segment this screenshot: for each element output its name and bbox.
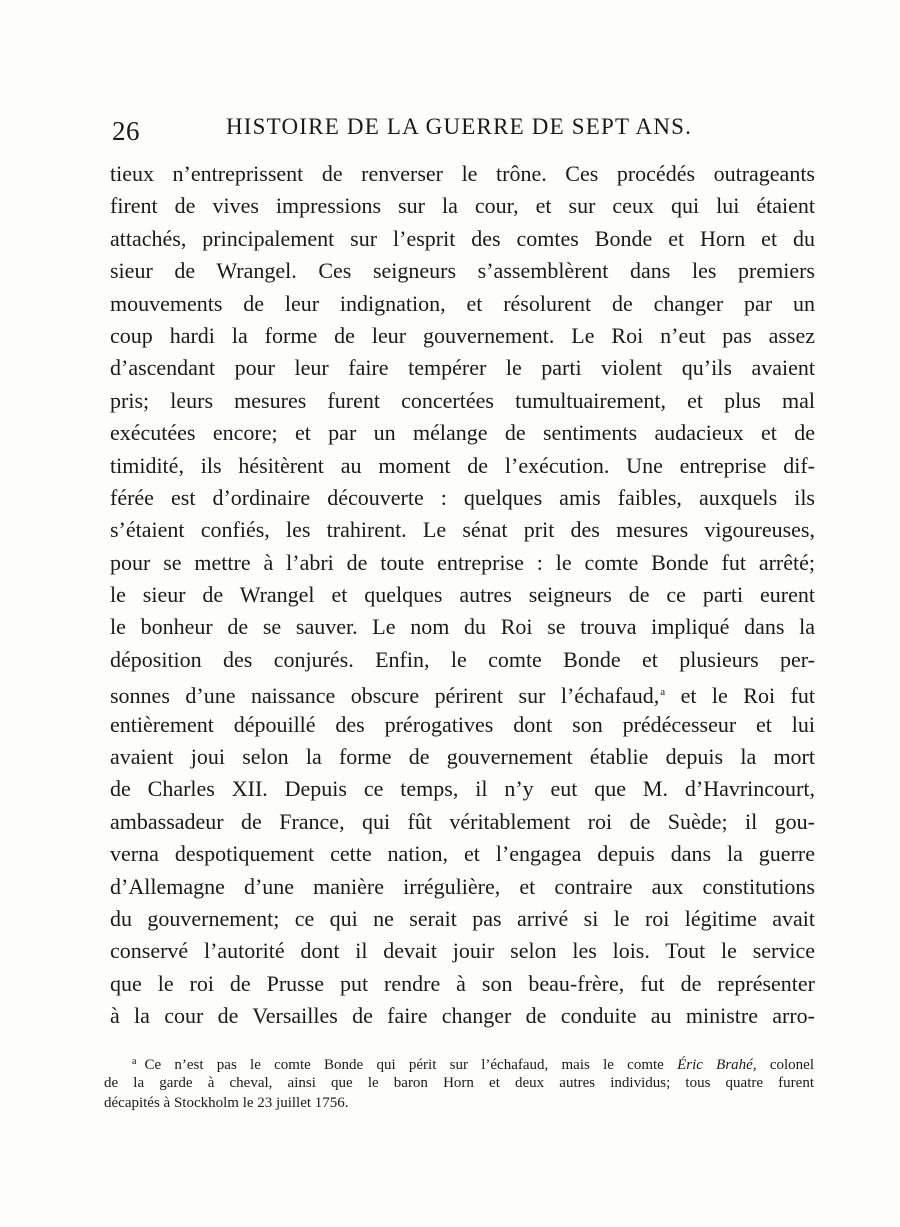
text-line: le sieur de Wrangel et quelques autres seigneurs de ce parti eurent: [110, 582, 815, 608]
text-line: d’Allemagne d’une manière irrégulière, et contraire aux constitutions: [110, 873, 815, 899]
text-segment: et le Roi fut: [665, 683, 815, 709]
text-line-with-footnote-ref: [110, 676, 815, 708]
text-line: d’ascendant pour leur faire tempérer le parti violent qu’ils avaient: [110, 355, 815, 381]
text-line: s’étaient confiés, les trahirent. Le sénat prit des mesures vigoureuses,: [110, 517, 815, 543]
text-line: avaient joui selon la forme de gouvernement établie depuis la mort: [110, 744, 815, 770]
text-line: férée est d’ordinaire découverte : quelques amis faibles, auxquels ils: [110, 484, 815, 510]
text-line: sieur de Wrangel. Ces seigneurs s’assemblèrent dans les premiers: [110, 258, 815, 284]
footnote-reference: a: [660, 686, 666, 699]
footnote-text: Ce n’est pas le comte Bonde qui périt sur l’échafaud, mais le comte: [144, 1057, 678, 1073]
text-line: conservé l’autorité dont il devait jouir selon les lois. Tout le service: [110, 938, 815, 964]
text-line: tieux n’entreprissent de renverser le trône. Ces procédés outrageants: [110, 161, 815, 186]
text-line: timidité, ils hésitèrent au moment de l’exécution. Une entreprise dif-: [110, 452, 815, 478]
text-line: exécutées encore; et par un mélange de sentiments audacieux et de: [110, 420, 815, 446]
text-line: pris; leurs mesures furent concertées tumultuairement, et plus mal: [110, 387, 815, 413]
footnote-line: de la garde à cheval, ainsi que le baron Horn et deux autres individus; tous quatre furent: [104, 1074, 814, 1091]
text-line: entièrement dépouillé des prérogatives dont son prédécesseur et lui: [110, 711, 815, 737]
text-line: du gouvernement; ce qui ne serait pas arrivé si le roi légitime avait: [110, 905, 815, 931]
footnote: [104, 1052, 814, 1114]
footnote-italic-name: Éric Brahé,: [677, 1057, 757, 1073]
footnote-line: décapités à Stockholm le 23 juillet 1756.: [104, 1095, 349, 1111]
text-line: déposition des conjurés. Enfin, le comte Bonde et plusieurs per-: [110, 646, 815, 672]
text-line: pour se mettre à l’abri de toute entreprise : le comte Bonde fut arrêté;: [110, 549, 815, 575]
text-segment: sonnes d’une naissance obscure périrent sur l’échafaud,: [110, 683, 660, 709]
text-line: ambassadeur de France, qui fût véritablement roi de Suède; il gou-: [110, 808, 815, 834]
text-line: coup hardi la forme de leur gouvernement. Le Roi n’eut pas assez: [110, 322, 815, 348]
footnote-marker: a: [132, 1056, 137, 1067]
footnote-text: colonel: [756, 1057, 815, 1073]
footnote-line: [104, 1052, 814, 1073]
text-line: à la cour de Versailles de faire changer de conduite au ministre arro-: [110, 1003, 815, 1029]
text-line: que le roi de Prusse put rendre à son beau-frère, fut de représenter: [110, 970, 815, 996]
text-line: mouvements de leur indignation, et résolurent de changer par un: [110, 290, 815, 316]
page-number: 26: [112, 116, 140, 146]
body-text: [110, 158, 815, 1033]
running-title: HISTOIRE DE LA GUERRE DE SEPT ANS.: [226, 114, 693, 139]
text-line: de Charles XII. Depuis ce temps, il n’y eut que M. d’Havrincourt,: [110, 776, 815, 802]
text-line: firent de vives impressions sur la cour, et sur ceux qui lui étaient: [110, 193, 815, 219]
text-line: verna despotiquement cette nation, et l’engagea depuis dans la guerre: [110, 841, 815, 867]
text-line: le bonheur de se sauver. Le nom du Roi se trouva impliqué dans la: [110, 614, 815, 640]
text-line: attachés, principalement sur l’esprit des comtes Bonde et Horn et du: [110, 225, 815, 251]
